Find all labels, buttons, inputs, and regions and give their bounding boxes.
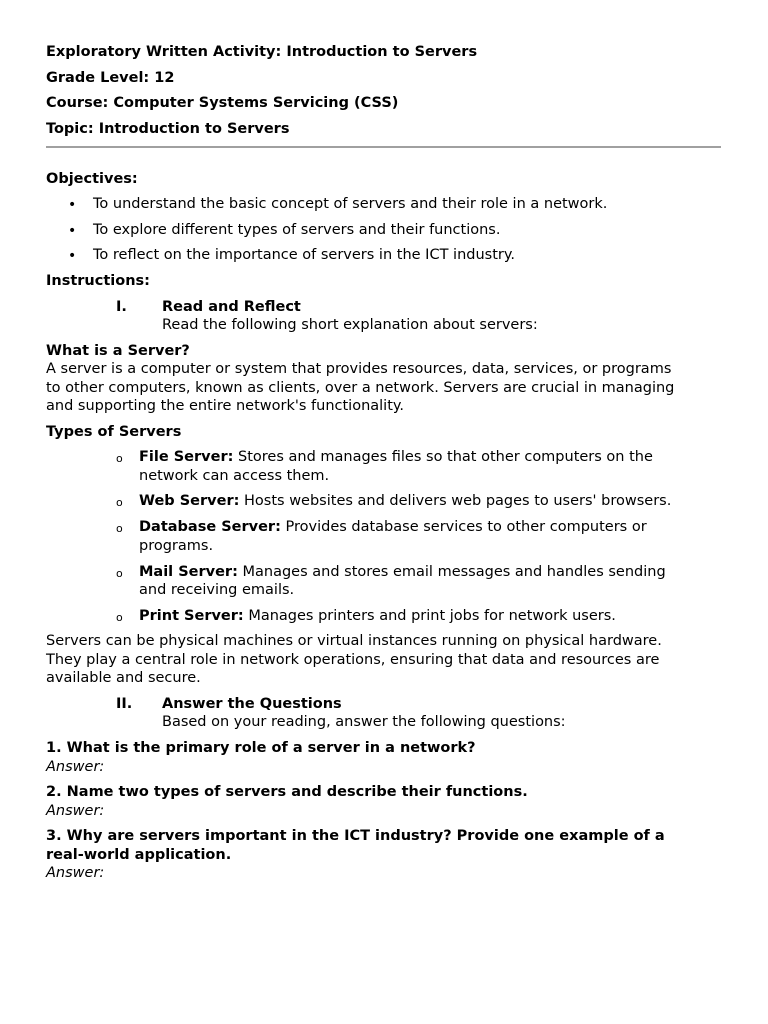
part-title: Answer the Questions — [162, 696, 342, 712]
part-subtitle: Based on your reading, answer the following questions: — [162, 714, 566, 730]
instructions-heading: Instructions: — [46, 273, 150, 289]
answer-label: Answer: — [46, 803, 105, 819]
paragraph-line: and supporting the entire network's functionality. — [46, 398, 405, 414]
horizontal-rule — [46, 146, 721, 148]
objective-item: To reflect on the importance of servers in the ICT industry. — [93, 247, 515, 263]
server-type-term: Database Server: — [139, 519, 281, 535]
circle-bullet-icon: o — [116, 522, 123, 535]
server-type-desc: Manages and stores email messages and handles sending — [242, 564, 666, 580]
summary-line: available and secure. — [46, 670, 201, 686]
circle-bullet-icon: o — [116, 452, 123, 465]
question-cont: real-world application. — [46, 847, 232, 863]
paragraph-line: to other computers, known as clients, over a network. Servers are crucial in managing — [46, 380, 675, 396]
server-type-term: Web Server: — [139, 493, 240, 509]
course: Course: Computer Systems Servicing (CSS) — [46, 95, 399, 111]
server-type-item — [139, 518, 647, 537]
server-type-item — [139, 607, 616, 626]
topic: Topic: Introduction to Servers — [46, 121, 290, 137]
server-type-item — [139, 492, 671, 511]
question: 2. Name two types of servers and describe their functions. — [46, 784, 528, 800]
objective-item: To explore different types of servers and their functions. — [93, 222, 501, 238]
paragraph-line: A server is a computer or system that provides resources, data, services, or programs — [46, 361, 672, 377]
what-is-heading: What is a Server? — [46, 343, 190, 359]
question: 3. Why are servers important in the ICT industry? Provide one example of a — [46, 828, 665, 844]
server-type-desc: Manages printers and print jobs for network users. — [248, 608, 616, 624]
grade-level: Grade Level: 12 — [46, 70, 175, 86]
objectives-heading: Objectives: — [46, 171, 138, 187]
question: 1. What is the primary role of a server in a network? — [46, 740, 476, 756]
circle-bullet-icon: o — [116, 496, 123, 509]
part-title: Read and Reflect — [162, 299, 301, 315]
objective-item: To understand the basic concept of servers and their role in a network. — [93, 196, 608, 212]
bullet-icon: • — [68, 197, 77, 213]
server-type-desc: Provides database services to other computers or — [285, 519, 647, 535]
answer-label: Answer: — [46, 759, 105, 775]
server-type-desc-cont: and receiving emails. — [139, 582, 295, 598]
answer-label: Answer: — [46, 865, 105, 881]
activity-title: Exploratory Written Activity: Introduction to Servers — [46, 44, 478, 60]
server-type-desc-cont: network can access them. — [139, 468, 330, 484]
bullet-icon: • — [68, 248, 77, 264]
server-type-term: File Server: — [139, 449, 234, 465]
part-numeral: II. — [116, 696, 133, 712]
server-type-item — [139, 563, 666, 582]
bullet-icon: • — [68, 223, 77, 239]
part-numeral: I. — [116, 299, 127, 315]
summary-line: They play a central role in network operations, ensuring that data and resources are — [46, 652, 660, 668]
circle-bullet-icon: o — [116, 567, 123, 580]
circle-bullet-icon: o — [116, 611, 123, 624]
server-type-term: Mail Server: — [139, 564, 238, 580]
summary-line: Servers can be physical machines or virtual instances running on physical hardware. — [46, 633, 662, 649]
server-type-term: Print Server: — [139, 608, 244, 624]
server-type-item — [139, 448, 653, 467]
server-type-desc: Hosts websites and delivers web pages to users' browsers. — [244, 493, 672, 509]
part-subtitle: Read the following short explanation about servers: — [162, 317, 538, 333]
server-type-desc: Stores and manages files so that other computers on the — [238, 449, 653, 465]
server-type-desc-cont: programs. — [139, 538, 214, 554]
types-heading: Types of Servers — [46, 424, 182, 440]
